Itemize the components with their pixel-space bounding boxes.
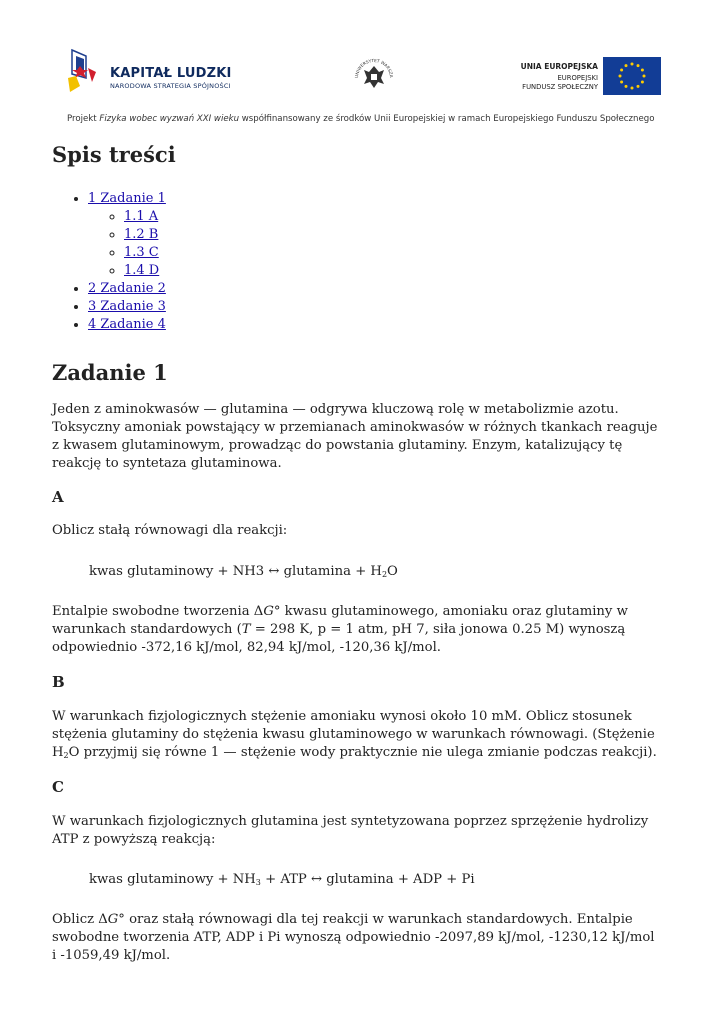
toc-link-1-2-b[interactable]: 1.2 B (124, 227, 159, 242)
toc-link-1-3-c[interactable]: 1.3 C (124, 245, 159, 260)
eu-flag-icon (603, 57, 661, 95)
kapital-ludzki-subtitle: NARODOWA STRATEGIA SPÓJNOŚCI (110, 82, 231, 90)
toc-item (88, 316, 166, 334)
kapital-ludzki-title: KAPITAŁ LUDZKI (110, 66, 232, 81)
paragraph-italic: G (107, 912, 119, 927)
project-prefix: Projekt (67, 114, 100, 124)
page-header (0, 0, 725, 130)
subsection-heading-c: C (52, 778, 64, 796)
paragraph-text: W warunkach fizjologicznych stężenie amoniaku wynosi około 10 mM. Oblicz stosunek stężenia glutaminy do stężenia kwasu glutaminowego w warunkach równowagi. (Stężenie H (52, 709, 655, 760)
paragraph-subscript: 2 (63, 751, 69, 760)
toc-item (124, 208, 166, 226)
project-suffix: współfinansowany ze środków Unii Europejskiej w ramach Europejskiego Funduszu Społecznego (239, 114, 655, 124)
paragraph-text: ° oraz stałą równowagi dla tej reakcji w warunkach standardowych. Entalpie swobodne tworzenia ATP, ADP i Pi wynoszą odpowiednio -2097,89 kJ/mol, -1230,12 kJ/mol i -1059,49 kJ/mol. (52, 912, 655, 963)
section-a-paragraph-1: Oblicz stałą równowagi dla reakcji: (52, 523, 288, 538)
toc-link-1-1-a[interactable]: 1.1 A (124, 209, 159, 224)
table-of-contents (52, 190, 166, 334)
paragraph-text: Oblicz Δ (52, 912, 108, 927)
project-statement (67, 114, 654, 124)
toc-item (124, 262, 166, 280)
equation-text: + ATP ↔ glutamina + ADP + Pi (260, 872, 475, 887)
equation-subscript: 2 (381, 570, 388, 579)
toc-item (88, 280, 166, 298)
university-emblem-text: UNIWERSYTET WARSZA (353, 57, 395, 79)
section-b-paragraph (52, 708, 662, 762)
subsection-heading-b: B (52, 673, 65, 691)
toc-item (124, 226, 166, 244)
paragraph-italic: G (263, 604, 274, 619)
toc-item (88, 190, 166, 280)
equation-text: kwas glutaminowy + NH (89, 872, 256, 887)
project-name: Fizyka wobec wyzwań XXI wieku (99, 114, 240, 124)
paragraph-text: O przyjmij się równe 1 — stężenie wody praktycznie nie ulega zmianie podczas reakcji). (68, 745, 657, 760)
eu-line-1: EUROPEJSKI (557, 74, 598, 82)
section-c-paragraph-2 (52, 911, 662, 965)
intro-paragraph: Jeden z aminokwasów — glutamina — odgrywa kluczową rolę w metabolizmie azotu. Toksyczny amoniak powstający w przemianach aminokwasów w różnych tkankach reaguje z kwasem glutaminowym, prowadząc do powstania glutaminy. Enzym, katalizujący tę reakcję to syntetaza glutaminowa. (52, 402, 658, 471)
section-a-equation (89, 563, 699, 581)
section-heading-zadanie-1: Zadanie 1 (52, 360, 168, 385)
toc-item (124, 244, 166, 262)
paragraph-text: = 298 K, p = 1 atm, pH 7, siła jonowa 0.25 M) wynoszą odpowiednio -372,16 kJ/mol, 82,94 kJ/mol, -120,36 kJ/mol. (52, 622, 626, 655)
subsection-heading-a: A (52, 488, 64, 506)
section-c-equation (89, 871, 699, 889)
equation-text: kwas glutaminowy + NH3 ↔ glutamina + H (89, 564, 382, 579)
toc-item (88, 298, 166, 316)
toc-link-zadanie-1[interactable]: 1 Zadanie 1 (88, 191, 166, 206)
university-emblem-icon (352, 54, 396, 98)
eu-line-2: FUNDUSZ SPOŁECZNY (522, 83, 598, 91)
paragraph-italic: T (241, 622, 251, 637)
toc-link-zadanie-3[interactable]: 3 Zadanie 3 (88, 299, 166, 314)
paragraph-text: ° kwasu glutaminowego, amoniaku oraz glutaminy w warunkach standardowych ( (52, 604, 628, 637)
eu-title: UNIA EUROPEJSKA (520, 62, 598, 71)
toc-link-zadanie-2[interactable]: 2 Zadanie 2 (88, 281, 166, 296)
equation-subscript: 3 (255, 878, 261, 887)
section-c-paragraph-1: W warunkach fizjologicznych glutamina jest syntetyzowana poprzez sprzężenie hydrolizy ATP z powyższą reakcją: (52, 814, 649, 847)
toc-link-1-4-d[interactable]: 1.4 D (124, 263, 160, 278)
toc-link-zadanie-4[interactable]: 4 Zadanie 4 (88, 317, 166, 332)
paragraph-text: Entalpie swobodne tworzenia Δ (52, 604, 264, 619)
kapital-ludzki-logo-icon (66, 48, 106, 94)
section-a-paragraph-2 (52, 603, 662, 657)
toc-title: Spis treści (52, 142, 176, 167)
equation-text: O (387, 564, 398, 579)
